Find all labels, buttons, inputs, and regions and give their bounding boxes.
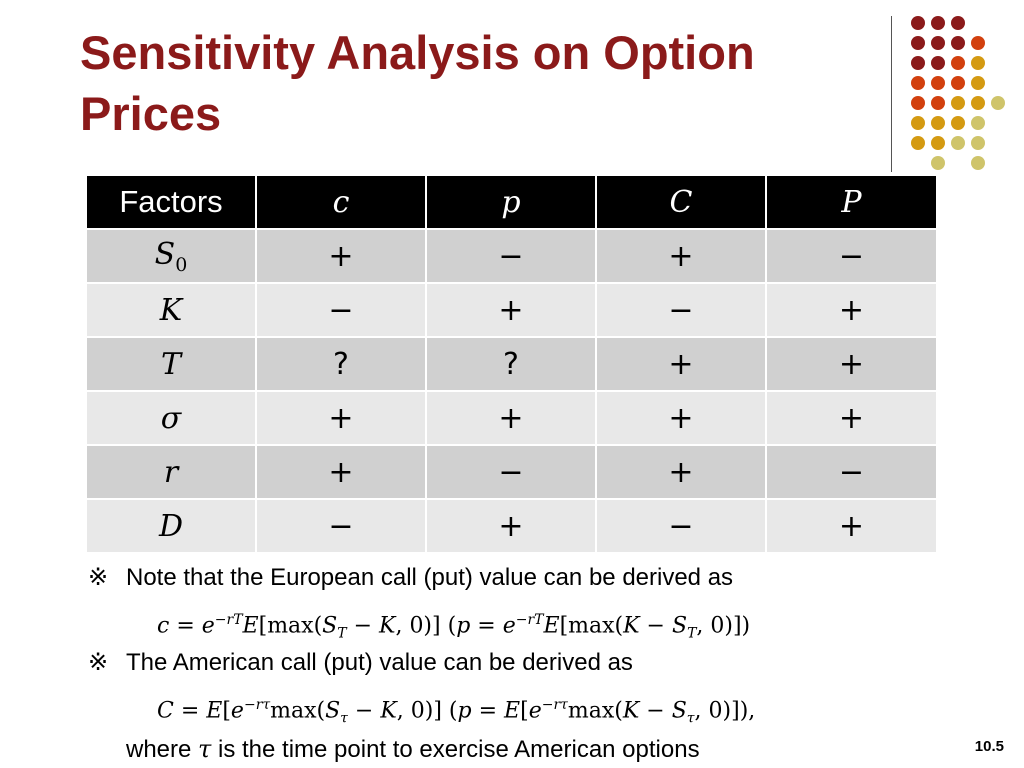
dot [971,96,985,110]
dot [951,36,965,50]
formula-american: $C = E[e^{-r\tau}\max(S_\tau - K$, 0)] ($p = E[e^{-r\tau}\max(K - S_\tau$, 0)]), [157,697,756,727]
row-factor: $S_0$ [86,229,256,283]
table-cell: − [766,445,937,499]
header-european-call: c [256,175,426,229]
formula-european: $c = e^{-rT}E[\max(S_T - K$, 0)] ($p = e^{-rT}E[\max(K - S_T$, 0)]) [157,612,751,642]
table-cell: + [426,391,596,445]
note-marker: ※ [88,649,109,676]
table-cell: − [256,283,426,337]
table-cell: + [596,337,766,391]
dot [931,36,945,50]
dot [911,56,925,70]
header-american-put: P [766,175,937,229]
row-factor: K [86,283,256,337]
row-factor: D [86,499,256,553]
dot [951,16,965,30]
note-marker: ※ [88,564,109,591]
dot [971,136,985,150]
table-cell: + [766,499,937,553]
table-cell: + [426,499,596,553]
table-row [86,229,937,283]
dot [931,136,945,150]
dot [971,156,985,170]
dot [931,76,945,90]
table-cell: + [256,229,426,283]
note-american [88,648,633,678]
page-number: 10.5 [974,738,1004,755]
note-text: Note that the European call (put) value can be derived as [126,564,734,591]
dot [931,96,945,110]
dot [971,116,985,130]
dot [951,56,965,70]
header-european-put: p [426,175,596,229]
table-cell: − [766,229,937,283]
table-cell: ? [256,337,426,391]
dot [991,96,1005,110]
table-row [86,283,937,337]
dot [931,16,945,30]
table-row [86,445,937,499]
dot [951,116,965,130]
title-divider [891,16,892,172]
table-cell: + [766,391,937,445]
table-cell: − [426,229,596,283]
dot [911,16,925,30]
table-row [86,337,937,391]
table-cell: + [596,391,766,445]
header-american-call: C [596,175,766,229]
dot [911,136,925,150]
row-factor: σ [86,391,256,445]
dot [931,156,945,170]
row-factor: T [86,337,256,391]
note-european [88,563,733,593]
table-cell: ? [426,337,596,391]
sensitivity-table [85,174,938,554]
where-clause [126,734,700,765]
table-row [86,391,937,445]
table-cell: − [596,283,766,337]
note-text: The American call (put) value can be derived as [126,649,633,676]
table-row [86,499,937,553]
table-cell: + [596,229,766,283]
where-suffix: is the time point to exercise American options [218,736,700,763]
dot [911,116,925,130]
dot [911,76,925,90]
dot [951,76,965,90]
dot [931,116,945,130]
table-cell: + [426,283,596,337]
dot [931,56,945,70]
slide-title: Sensitivity Analysis on Option Prices [80,26,755,140]
table-cell: + [766,283,937,337]
table-cell: − [256,499,426,553]
row-factor: r [86,445,256,499]
table-cell: − [596,499,766,553]
dot [911,96,925,110]
dot [971,36,985,50]
dot [951,136,965,150]
where-prefix: where [126,736,192,763]
table-cell: + [596,445,766,499]
dot [971,56,985,70]
header-factors: Factors [86,175,256,229]
table-cell: + [256,391,426,445]
tau-symbol: τ [198,735,212,763]
table-cell: + [766,337,937,391]
table-cell: + [256,445,426,499]
table-cell: − [426,445,596,499]
dot [911,36,925,50]
dot [971,76,985,90]
table-header-row [86,175,937,229]
dot [951,96,965,110]
